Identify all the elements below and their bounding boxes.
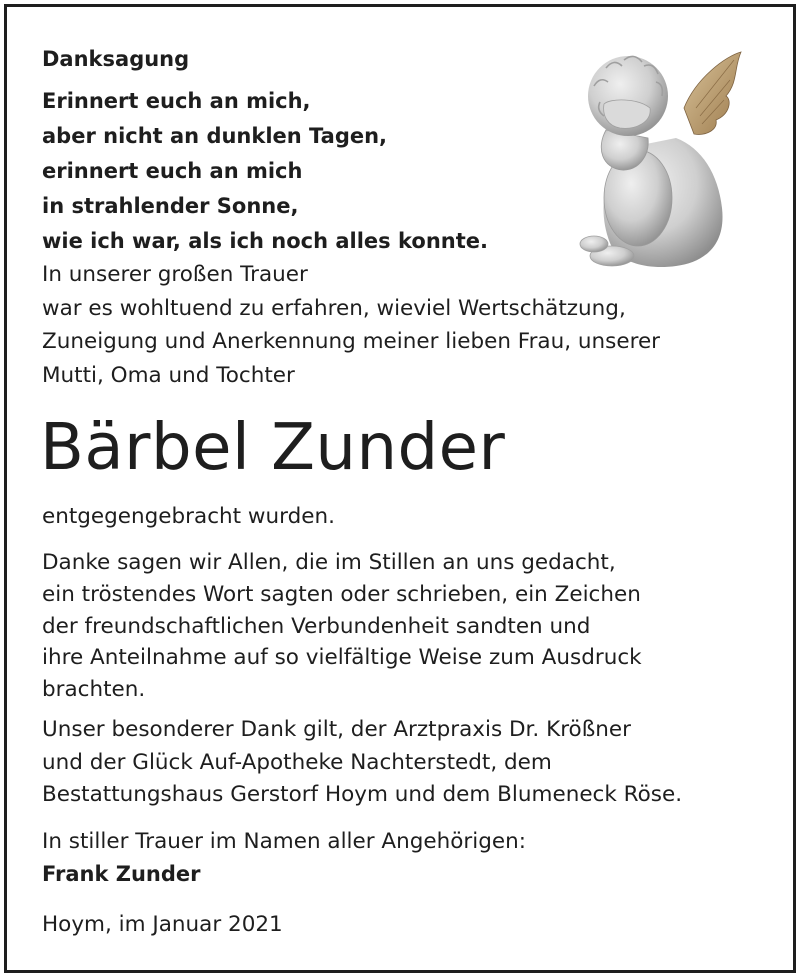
intro-line: Zuneigung und Anerkennung meiner lieben Frau, unserer — [42, 329, 661, 354]
poem-line: erinnert euch an mich — [42, 159, 303, 183]
mourning-line: In stiller Trauer im Namen aller Angehörigen: — [42, 829, 526, 854]
poem-line: aber nicht an dunklen Tagen, — [42, 124, 388, 148]
notice-heading: Danksagung — [42, 47, 190, 71]
place-date: Hoym, im Januar 2021 — [42, 912, 283, 937]
intro-text — [42, 258, 660, 392]
poem-line: in strahlender Sonne, — [42, 194, 299, 218]
thanks-line: der freundschaftlichen Verbundenheit sandten und — [42, 613, 591, 639]
thanks-text — [42, 547, 642, 706]
special-thanks-line: Bestattungshaus Gerstorf Hoym und dem Blumeneck Röse. — [42, 782, 683, 807]
angel-statue-icon — [566, 38, 744, 276]
after-name-text: entgegengebracht wurden. — [42, 504, 335, 529]
special-thanks-line: und der Glück Auf-Apotheke Nachterstedt, dem — [42, 749, 552, 775]
special-thanks-line: Unser besonderer Dank gilt, der Arztpraxis Dr. Krößner — [42, 717, 631, 742]
thanks-line: brachten. — [42, 677, 146, 703]
intro-line: Mutti, Oma und Tochter — [42, 362, 295, 388]
special-thanks-text — [42, 714, 682, 812]
deceased-name: Bärbel Zunder — [40, 411, 506, 485]
poem-line: wie ich war, als ich noch alles konnte. — [42, 229, 488, 253]
signer-name: Frank Zunder — [42, 862, 201, 886]
thanks-line: Danke sagen wir Allen, die im Stillen an uns gedacht, — [42, 550, 616, 575]
poem-line: Erinnert euch an mich, — [42, 89, 311, 113]
intro-line: war es wohltuend zu erfahren, wieviel Wertschätzung, — [42, 295, 626, 321]
thanks-line: ihre Anteilnahme auf so vielfältige Weise zum Ausdruck — [42, 645, 642, 671]
intro-line: In unserer großen Trauer — [42, 262, 308, 287]
poem — [42, 84, 488, 259]
thanks-line: ein tröstendes Wort sagten oder schrieben, ein Zeichen — [42, 581, 641, 607]
